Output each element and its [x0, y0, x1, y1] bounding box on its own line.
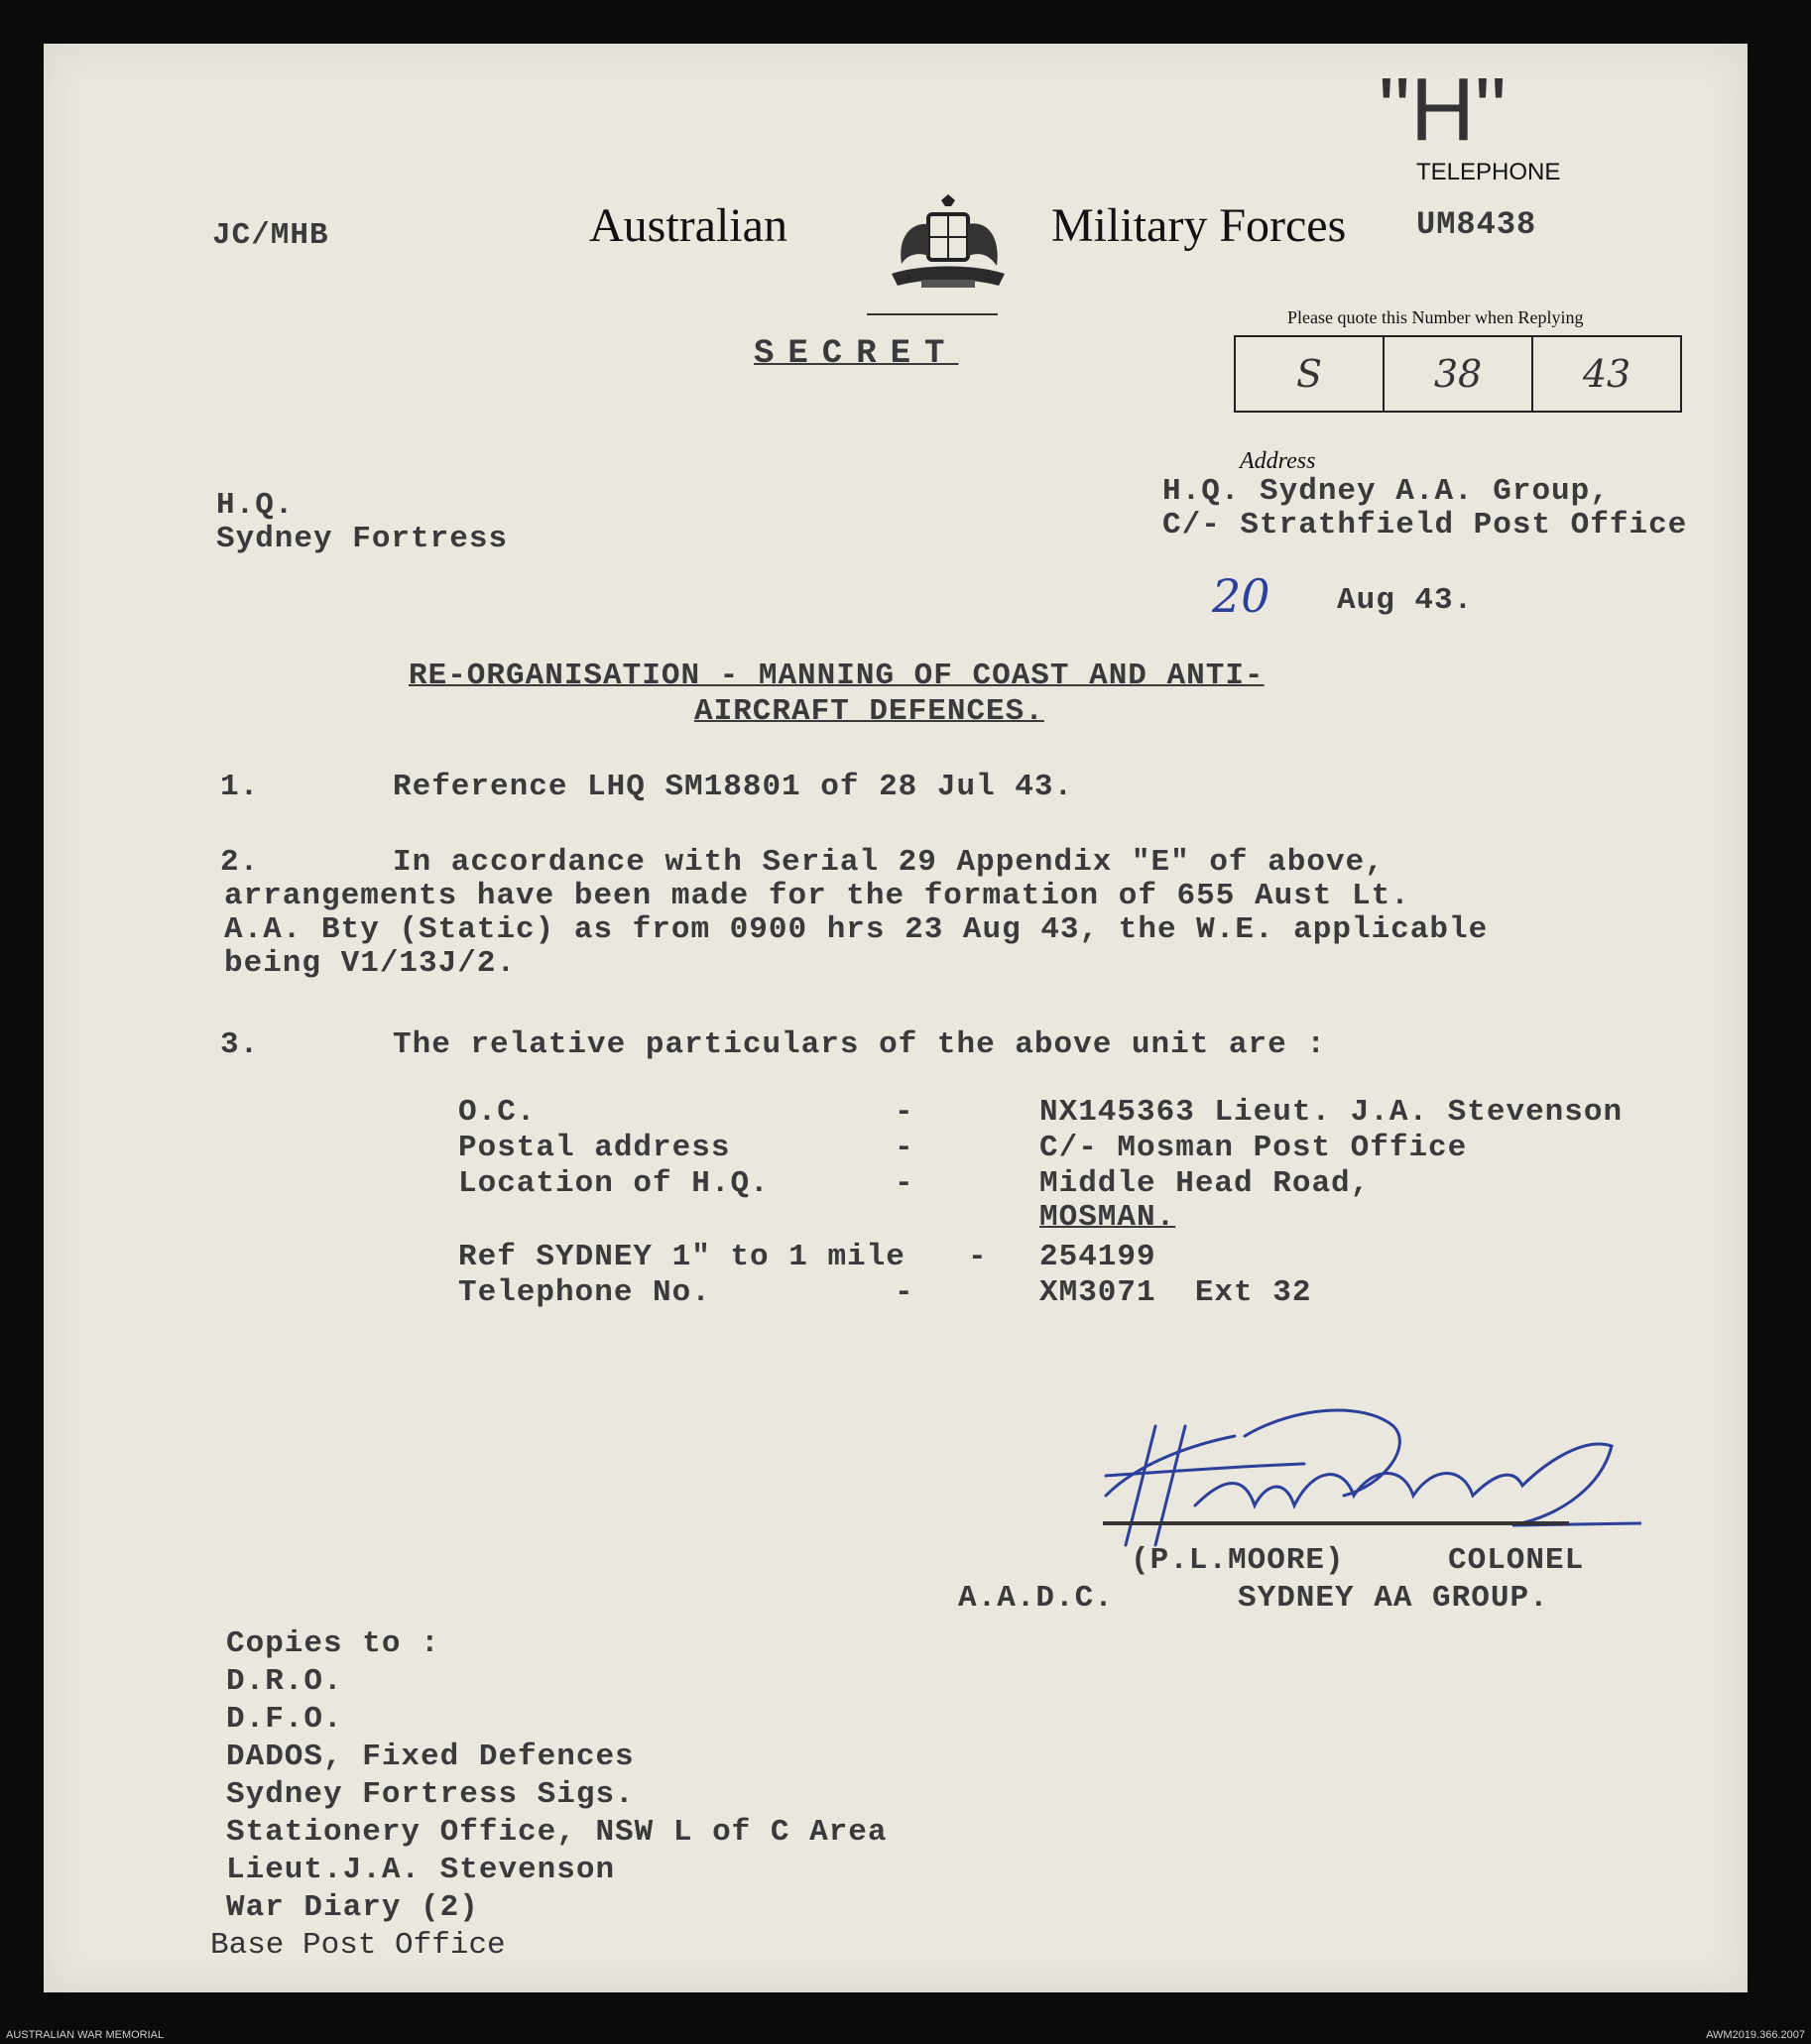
paragraph-2-line-3: A.A. Bty (Static) as from 0900 hrs 23 Aug 43, the W.E. applicable [224, 912, 1489, 947]
particular-value: NX145363 Lieut. J.A. Stevenson [1039, 1095, 1624, 1130]
particular-dash: - [895, 1095, 914, 1130]
paragraph-1-number: 1. [220, 770, 260, 804]
particular-dash: - [895, 1166, 914, 1201]
subject-line-1: RE-ORGANISATION - MANNING OF COAST AND ANTI- [409, 659, 1265, 693]
signatory-title-left: A.A.D.C. [958, 1581, 1114, 1616]
paragraph-1-text: Reference LHQ SM18801 of 28 Jul 43. [393, 770, 1074, 804]
footer-left: AUSTRALIAN WAR MEMORIAL [6, 2029, 165, 2041]
copies-item: D.R.O. [226, 1664, 343, 1699]
recipient-line-2: Sydney Fortress [216, 522, 509, 556]
particular-value: 254199 [1039, 1240, 1156, 1274]
signatory-rank: COLONEL [1448, 1543, 1585, 1578]
signatory-title-right: SYDNEY AA GROUP. [1238, 1581, 1549, 1616]
copies-extra: Base Post Office [210, 1928, 506, 1963]
footer-right: AWM2019.366.2007 [1706, 2029, 1805, 2041]
particular-label: Telephone No. [458, 1275, 711, 1310]
particular-label: Ref SYDNEY 1" to 1 mile [458, 1240, 906, 1274]
address-line-1: H.Q. Sydney A.A. Group, [1162, 474, 1610, 509]
paragraph-3-number: 3. [220, 1027, 260, 1062]
quote-number-label: Please quote this Number when Replying [1287, 307, 1584, 327]
paragraph-2-number: 2. [220, 845, 260, 880]
copies-item: DADOS, Fixed Defences [226, 1740, 635, 1774]
paragraph-3-text: The relative particulars of the above unit are : [393, 1027, 1326, 1062]
particular-dash: - [968, 1240, 988, 1274]
handwritten-mark: "H" [1379, 60, 1507, 160]
date-handwritten: 20 [1212, 569, 1270, 623]
copies-item: Stationery Office, NSW L of C Area [226, 1815, 888, 1850]
particular-dash: - [895, 1131, 914, 1165]
telephone-label: TELEPHONE [1416, 159, 1561, 185]
particular-value: MOSMAN. [1039, 1200, 1176, 1235]
ref-cell-2: 38 [1385, 337, 1533, 411]
subject-line-2: AIRCRAFT DEFENCES. [694, 694, 1044, 729]
ref-cell-1: S [1236, 337, 1385, 411]
address-line-2: C/- Strathfield Post Office [1162, 508, 1688, 542]
date-typed: Aug 43. [1337, 583, 1474, 618]
coat-of-arms-icon [863, 177, 996, 276]
org-name-right: Military Forces [1051, 199, 1347, 252]
handwritten-signature [1027, 1388, 1623, 1537]
particular-value: Middle Head Road, [1039, 1166, 1371, 1201]
paragraph-2-line-1: In accordance with Serial 29 Appendix "E" of above, [393, 845, 1385, 880]
telephone-number: UM8438 [1416, 206, 1537, 243]
particular-label: Location of H.Q. [458, 1166, 770, 1201]
particular-label: Postal address [458, 1131, 731, 1165]
particular-value: XM3071 Ext 32 [1039, 1275, 1312, 1310]
copies-item: Sydney Fortress Sigs. [226, 1777, 635, 1812]
header-rule [867, 313, 998, 315]
reference-number-box [1234, 335, 1682, 413]
signatory-name: (P.L.MOORE) [1131, 1543, 1345, 1578]
particular-label: O.C. [458, 1095, 537, 1130]
copies-item: D.F.O. [226, 1702, 343, 1737]
copies-item: Lieut.J.A. Stevenson [226, 1853, 616, 1887]
particular-dash: - [895, 1275, 914, 1310]
address-label: Address [1240, 448, 1316, 474]
signature-rule [1103, 1521, 1569, 1525]
particular-value: C/- Mosman Post Office [1039, 1131, 1468, 1165]
classification-secret: SECRET [754, 335, 959, 373]
copies-heading: Copies to : [226, 1626, 440, 1661]
ref-cell-3: 43 [1582, 352, 1631, 396]
file-reference: JC/MHB [212, 218, 329, 253]
recipient-line-1: H.Q. [216, 488, 295, 523]
paragraph-2-line-2: arrangements have been made for the formation of 655 Aust Lt. [224, 879, 1410, 913]
copies-item: War Diary (2) [226, 1890, 479, 1925]
org-name-left: Australian [589, 199, 787, 252]
paragraph-2-line-4: being V1/13J/2. [224, 946, 517, 981]
